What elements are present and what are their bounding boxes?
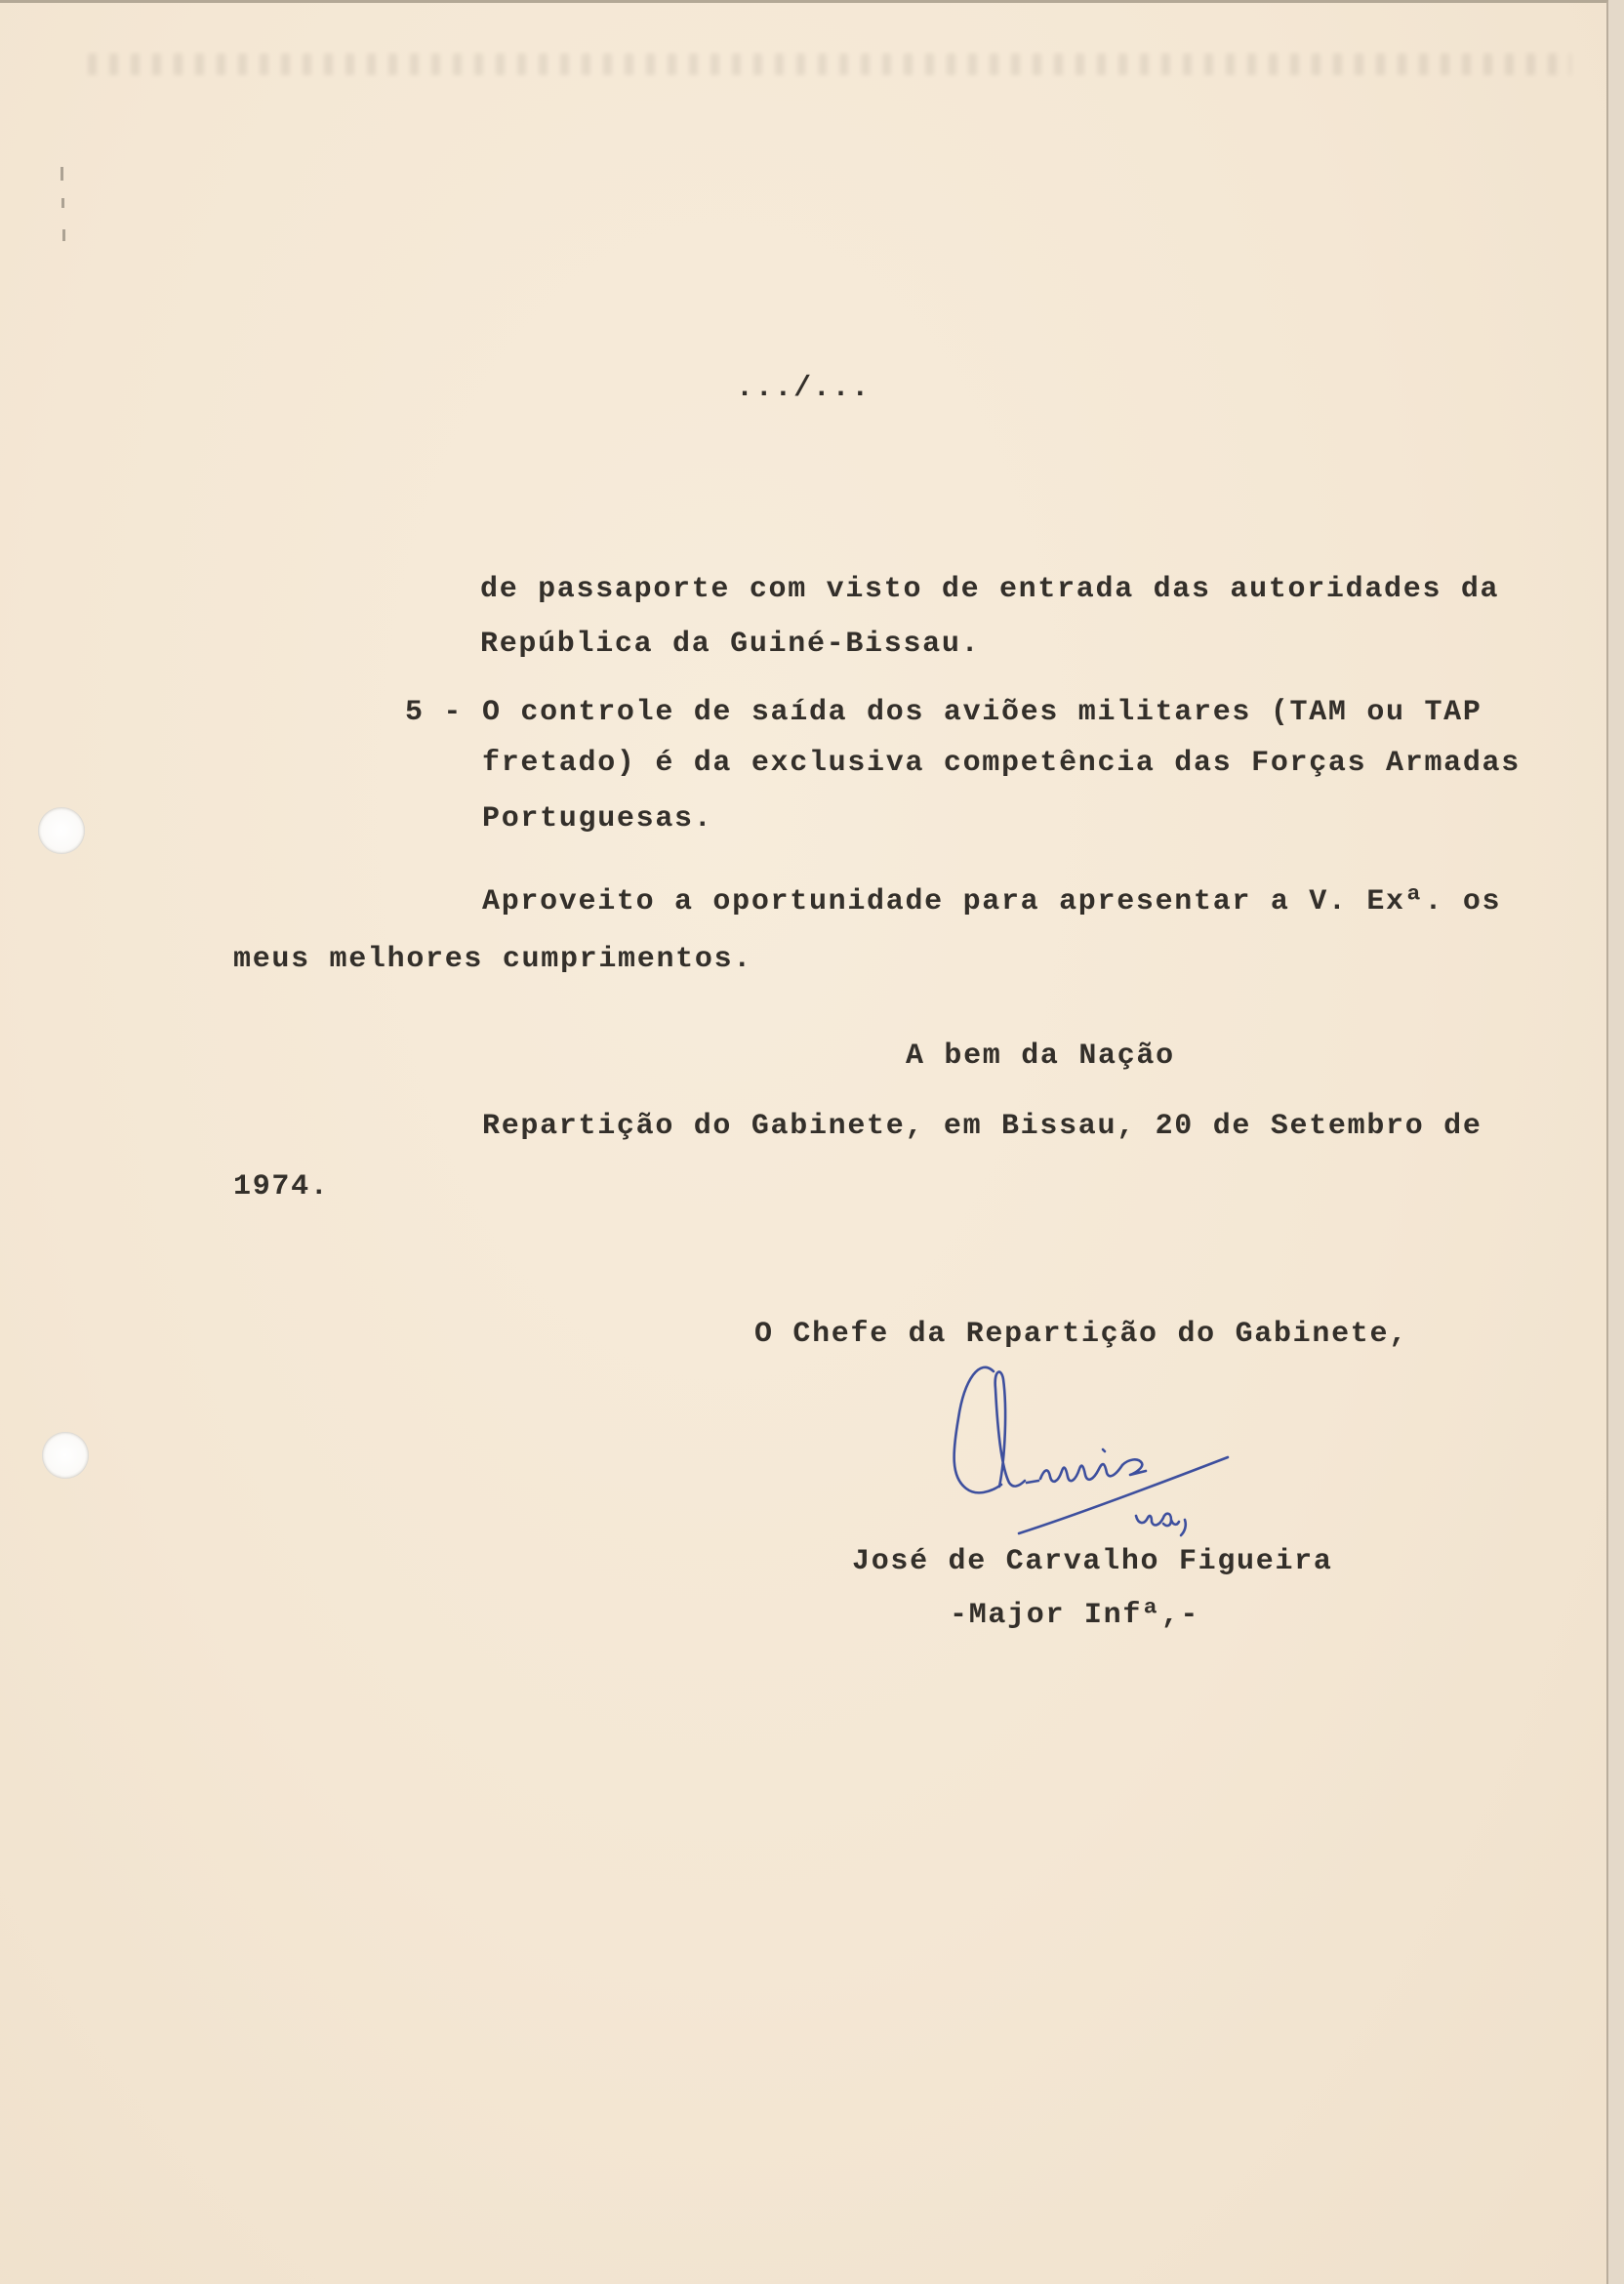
salutation: A bem da Nação — [906, 1040, 1175, 1073]
item-5-number: 5 - — [405, 696, 464, 729]
margin-mark — [61, 198, 64, 208]
punch-hole-upper — [38, 807, 85, 854]
continuation-marker: .../... — [736, 372, 871, 405]
margin-mark — [62, 229, 65, 241]
handwritten-signature — [937, 1350, 1249, 1545]
closing-paragraph-line: Aproveito a oportunidade para apresentar a V. Exª. os — [482, 885, 1502, 918]
margin-mark — [61, 167, 63, 181]
bleed-through-marks — [88, 54, 1571, 75]
signatory-rank: -Major Infª,- — [950, 1599, 1200, 1632]
item-4-continuation-line: República da Guiné-Bissau. — [480, 628, 981, 661]
item-4-continuation-line: de passaporte com visto de entrada das autoridades da — [480, 573, 1500, 606]
item-5-line: fretado) é da exclusiva competência das Forças Armadas — [482, 747, 1521, 780]
closing-paragraph-line: meus melhores cumprimentos. — [233, 943, 752, 976]
place-date-line: 1974. — [233, 1170, 330, 1203]
item-5-line: Portuguesas. — [482, 802, 713, 836]
item-5-line: O controle de saída dos aviões militares (TAM ou TAP — [482, 696, 1482, 729]
signatory-title: O Chefe da Repartição do Gabinete, — [754, 1318, 1408, 1351]
place-date-line: Repartição do Gabinete, em Bissau, 20 de Setembro de — [482, 1110, 1482, 1143]
signatory-name: José de Carvalho Figueira — [852, 1545, 1333, 1578]
punch-hole-lower — [42, 1432, 89, 1479]
